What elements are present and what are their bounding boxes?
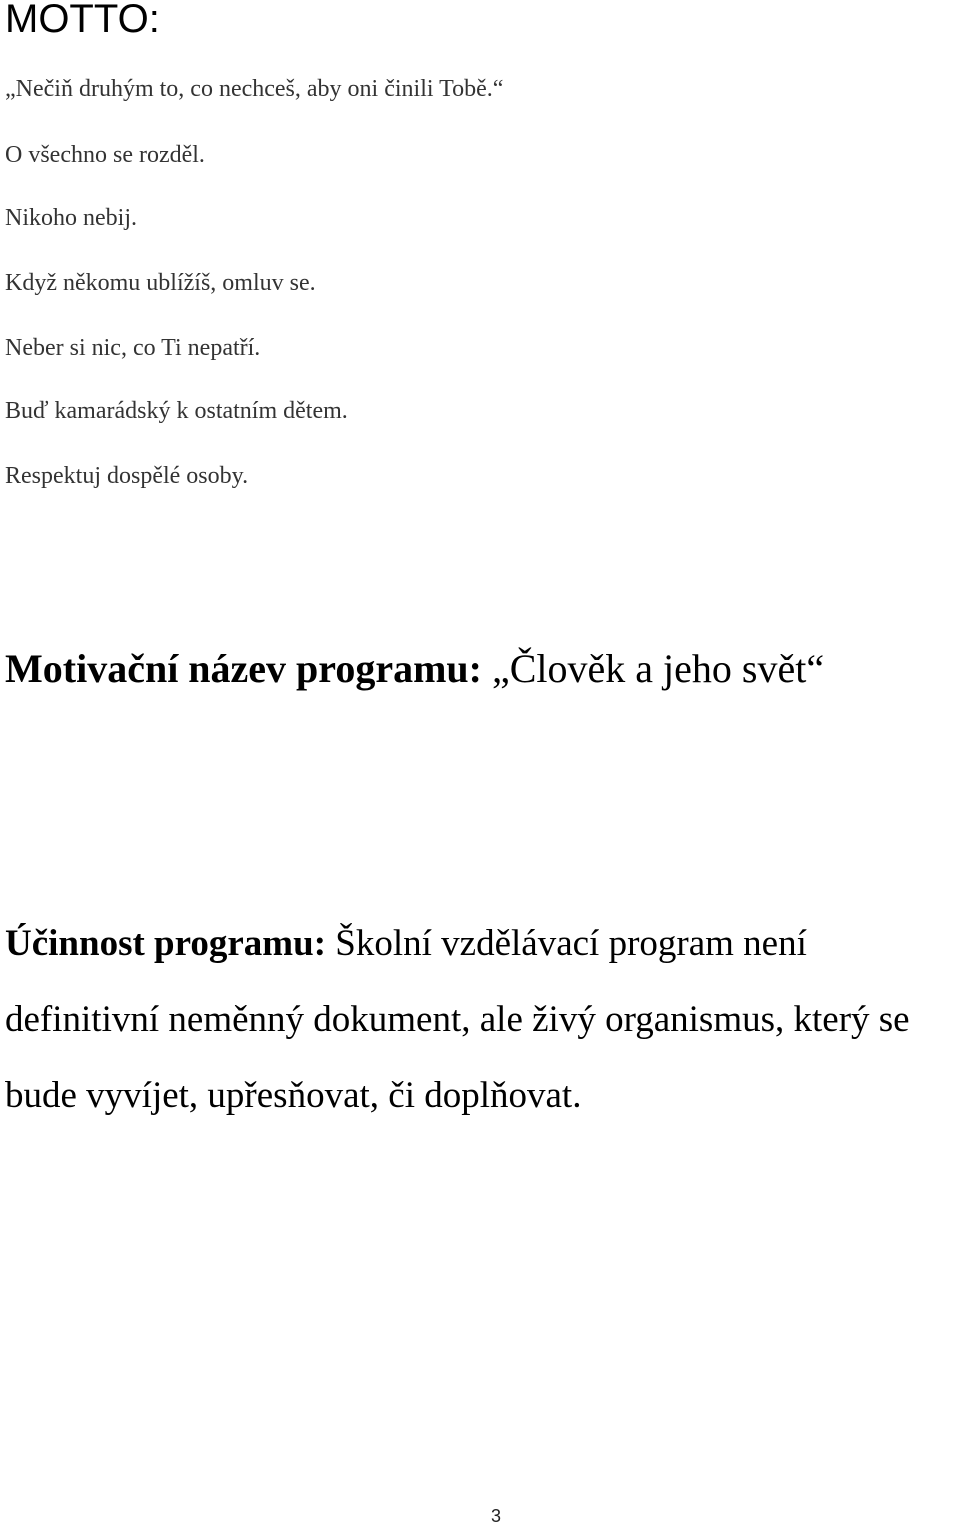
program-name-paragraph [5,645,824,693]
motto-line: Buď kamarádský k ostatním dětem. [5,398,348,424]
motto-line: Nikoho nebij. [5,205,137,231]
effectiveness-paragraph [5,906,960,1134]
effectiveness-text: Školní vzdělávací program není definitivní neměnný dokument, ale živý organismus, který se bude vyvíjet, upřesňovat, či doplňovat. [5,923,910,1116]
motto-line: Neber si nic, co Ti nepatří. [5,335,261,361]
motto-line: Když někomu ublížíš, omluv se. [5,270,316,296]
motto-line: „Nečiň druhým to, co nechceš, aby oni činili Tobě.“ [5,76,504,102]
motto-heading: MOTTO: [5,0,160,41]
page-number: 3 [490,1506,501,1526]
program-name-label: Motivační název programu: [5,646,482,691]
program-name-value: „Člověk a jeho svět“ [481,646,825,691]
motto-line: Respektuj dospělé osoby. [5,463,249,489]
motto-line: O všechno se rozděl. [5,142,205,168]
effectiveness-label: Účinnost programu: [5,923,327,964]
